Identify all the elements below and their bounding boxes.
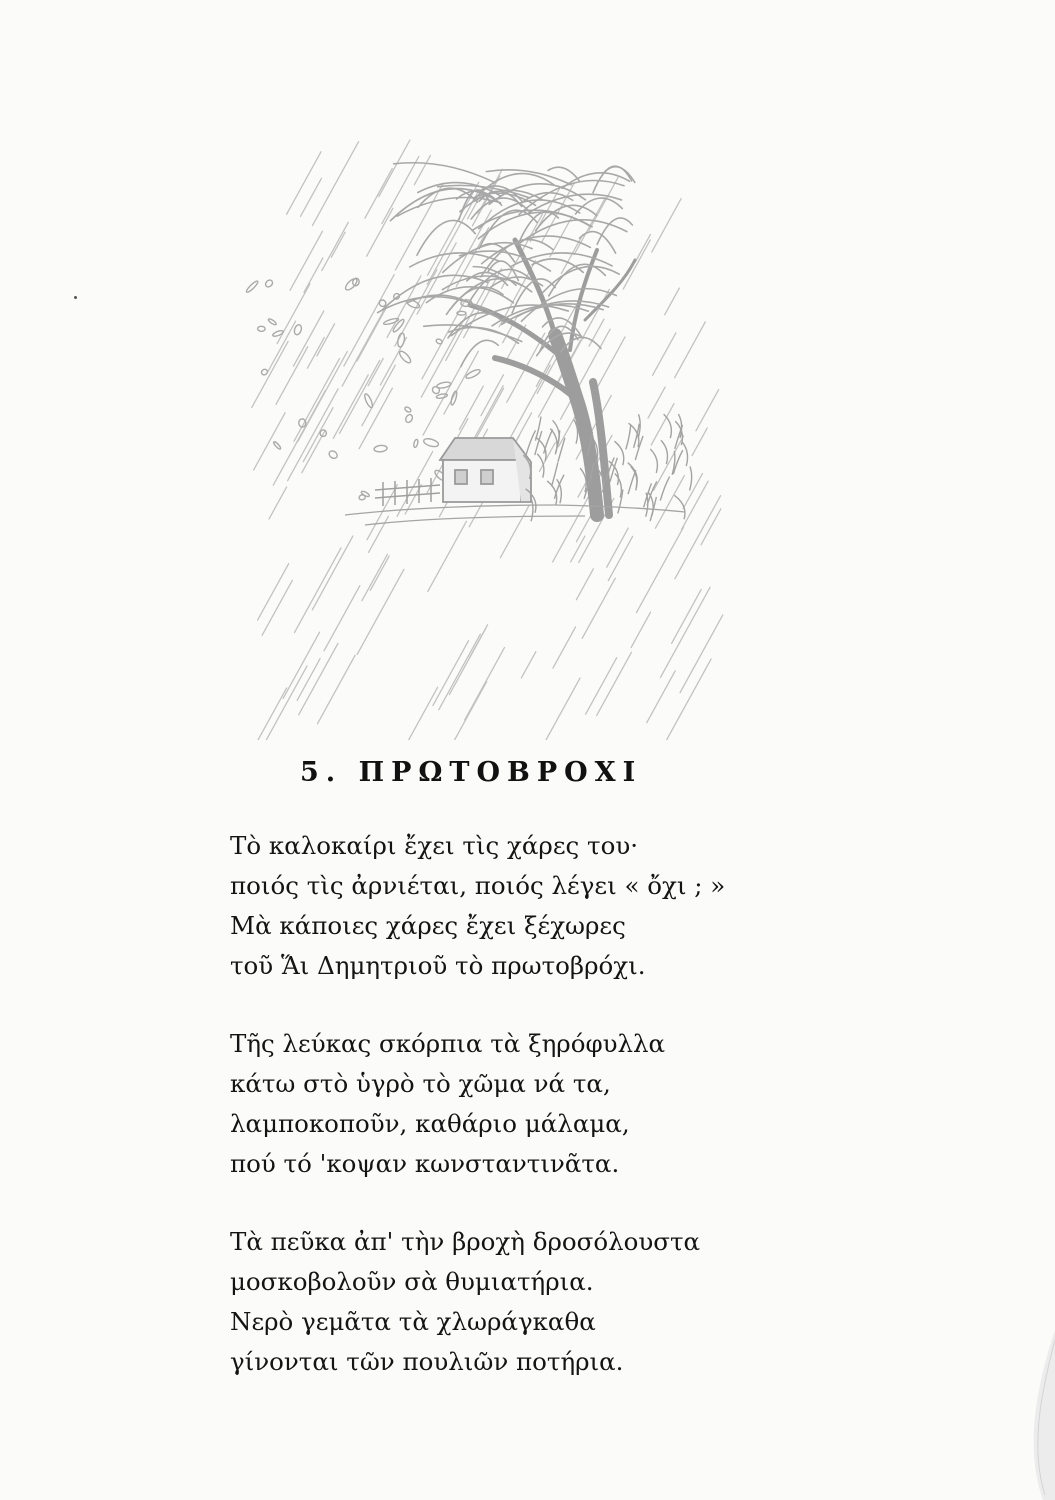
- rain-streak: [648, 387, 665, 418]
- leaf: [431, 385, 441, 395]
- rain-streak: [318, 655, 356, 723]
- rain-streak: [322, 222, 348, 270]
- bush-stroke: [535, 431, 542, 455]
- rain-streak: [317, 324, 335, 356]
- rain-streak: [576, 569, 593, 600]
- rain-streak: [287, 152, 321, 215]
- twig: [461, 340, 498, 366]
- bush-stroke: [650, 449, 657, 473]
- rain-streak: [654, 436, 684, 491]
- rain-streak: [470, 625, 488, 657]
- house-icon: [440, 438, 531, 502]
- bush-stroke: [628, 463, 637, 487]
- rain-streak: [262, 580, 292, 635]
- rain-streak: [290, 231, 322, 290]
- verse-line: Νερὸ γεμᾶτα τὰ χλωράγκαθα: [230, 1307, 596, 1336]
- rain-streak: [293, 311, 323, 366]
- rain-streak: [675, 496, 721, 579]
- leaf: [404, 413, 413, 423]
- rain-streak: [439, 682, 487, 740]
- rain-streak: [297, 391, 325, 443]
- bush-stroke: [660, 477, 669, 501]
- rain-streak: [299, 643, 338, 714]
- twig: [394, 163, 495, 183]
- rain-streak: [631, 612, 650, 647]
- twig: [532, 259, 583, 273]
- rain-streak: [324, 586, 360, 651]
- bush-stroke: [674, 495, 685, 519]
- rain-streak: [252, 341, 288, 407]
- verse-line: Τῆς λεύκας σκόρπια τὰ ξηρόφυλλα: [230, 1029, 666, 1058]
- leaf: [272, 330, 284, 338]
- print-speck: [74, 296, 77, 299]
- rain-streak: [553, 627, 576, 668]
- rain-streak: [540, 443, 556, 472]
- verse-line: γίνονται τῶν πουλιῶν ποτήρια.: [230, 1347, 624, 1376]
- tree-branches: [378, 163, 635, 367]
- bush-stroke: [664, 414, 672, 438]
- leaf: [423, 437, 440, 448]
- rain-streak: [427, 190, 479, 284]
- bush-stroke: [661, 440, 668, 464]
- rain-streak: [672, 589, 702, 643]
- rain-streak: [439, 634, 481, 710]
- rain-streak: [397, 452, 433, 517]
- leaf: [260, 368, 268, 376]
- rain-streak: [288, 389, 339, 481]
- leaf: [264, 279, 274, 289]
- tree-in-rain-illustration: [225, 120, 745, 740]
- page-corner-shadow: [995, 1330, 1055, 1500]
- leaf: [465, 368, 481, 380]
- rain-streak: [294, 548, 341, 633]
- leaf: [258, 326, 266, 331]
- rain-streak: [683, 474, 702, 509]
- rain-streak: [665, 288, 680, 315]
- rain-streak: [680, 615, 723, 693]
- ground: [345, 505, 685, 525]
- rain-streak: [333, 375, 368, 439]
- rain-streak: [362, 554, 388, 600]
- bush-stroke: [628, 470, 636, 494]
- rain-streak: [533, 678, 580, 740]
- rain-streak: [342, 306, 386, 386]
- leaf: [450, 391, 458, 406]
- rain-streak: [369, 516, 389, 552]
- rain-streak: [368, 358, 383, 385]
- twig: [390, 189, 496, 221]
- leaf: [328, 449, 339, 459]
- rain-streak: [379, 140, 410, 197]
- rain-streak: [268, 321, 296, 371]
- rain-streak: [433, 641, 469, 706]
- leaf: [361, 490, 370, 497]
- rain-streak: [652, 199, 681, 252]
- leaf: [374, 445, 388, 453]
- rain-streak: [382, 157, 419, 224]
- rain-streak: [692, 428, 707, 455]
- rain-streak: [254, 413, 285, 470]
- rain-streak: [304, 258, 323, 292]
- rain-streak: [558, 415, 575, 447]
- bush-stroke: [648, 492, 653, 516]
- leaf: [406, 298, 421, 309]
- verse-line: Τὰ πεῦκα ἀπ' τὴν βροχὴ δροσόλουστα: [230, 1227, 701, 1256]
- leaf: [273, 441, 282, 450]
- stanza-3: [230, 1222, 700, 1382]
- rain-streak: [653, 333, 676, 375]
- verse-line: ποιός τὶς ἀρνιέται, ποιός λέγει « ὄχι ; »: [230, 871, 726, 900]
- rain-streak: [302, 431, 325, 473]
- bush-stroke: [554, 475, 564, 499]
- leaf: [268, 318, 277, 326]
- rain-streak: [428, 521, 467, 591]
- rain-streak: [269, 487, 287, 519]
- stanza-1: [230, 826, 725, 986]
- leaf: [404, 406, 412, 413]
- bush-stroke: [552, 462, 558, 486]
- verse-line: μοσκοβολοῦν σὰ θυμιατήρια.: [230, 1267, 594, 1296]
- rain-streak: [465, 648, 505, 720]
- rain-streak: [696, 390, 719, 431]
- rain-streak: [357, 569, 404, 654]
- rain-streak: [392, 687, 437, 740]
- verse-line: κάτω στὸ ὑγρὸ τὸ χῶμα νά τα,: [230, 1069, 611, 1098]
- verse-line: τοῦ Ἅι Δημητριοῦ τὸ πρωτοβρόχι.: [230, 951, 646, 980]
- rain-streak: [277, 284, 310, 344]
- rain-streak: [636, 527, 683, 613]
- rain-streak: [635, 234, 650, 262]
- rain-streak: [370, 556, 389, 590]
- leaf: [293, 324, 303, 336]
- leaf: [435, 338, 442, 345]
- rain-streak: [500, 505, 529, 557]
- rain-streak: [307, 337, 324, 368]
- rain-streak: [362, 365, 395, 426]
- verse-line: Μὰ κάποιες χάρες ἔχει ξέχωρες: [230, 911, 626, 940]
- rain-streak: [312, 536, 353, 610]
- rain-streak: [647, 671, 675, 723]
- leaf: [344, 277, 359, 292]
- rain-streak: [623, 240, 650, 289]
- rain-streak: [365, 169, 392, 219]
- leaf: [398, 350, 412, 365]
- rain-streak: [283, 632, 319, 698]
- bush-stroke: [690, 466, 692, 490]
- rain-streak: [331, 232, 345, 257]
- rain-streak: [586, 658, 617, 714]
- rain-streak: [664, 659, 711, 740]
- rain-streak: [367, 208, 393, 256]
- poem-title: 5. ΠΡΩΤΟΒΡΟΧΙ: [300, 757, 643, 788]
- rain-streak: [582, 578, 615, 638]
- rain-streak: [607, 528, 629, 567]
- bush-stroke: [682, 442, 687, 466]
- leaf: [413, 439, 419, 448]
- verse-line: λαμποκοποῦν, καθάριο μάλαμα,: [230, 1109, 630, 1138]
- rain-streak: [297, 659, 320, 701]
- verse-line: πού τό 'κοψαν κωνσταντινᾶτα.: [230, 1149, 620, 1178]
- stanza-2: [230, 1024, 665, 1184]
- leaf: [363, 393, 374, 409]
- rain-streak: [459, 386, 483, 429]
- bush-stroke: [626, 425, 631, 449]
- verse-line: Τὸ καλοκαίρι ἔχει τὶς χάρες του·: [230, 831, 639, 860]
- fence: [375, 478, 440, 506]
- bush-stroke: [526, 430, 535, 454]
- leaf: [245, 280, 259, 294]
- rain-streak: [258, 564, 289, 621]
- rain-streak: [655, 476, 684, 529]
- bush-stroke: [537, 454, 544, 478]
- bush-stroke: [618, 489, 623, 513]
- rain-streak: [660, 587, 710, 677]
- rain-streak: [675, 322, 706, 378]
- rain-streak: [521, 652, 535, 678]
